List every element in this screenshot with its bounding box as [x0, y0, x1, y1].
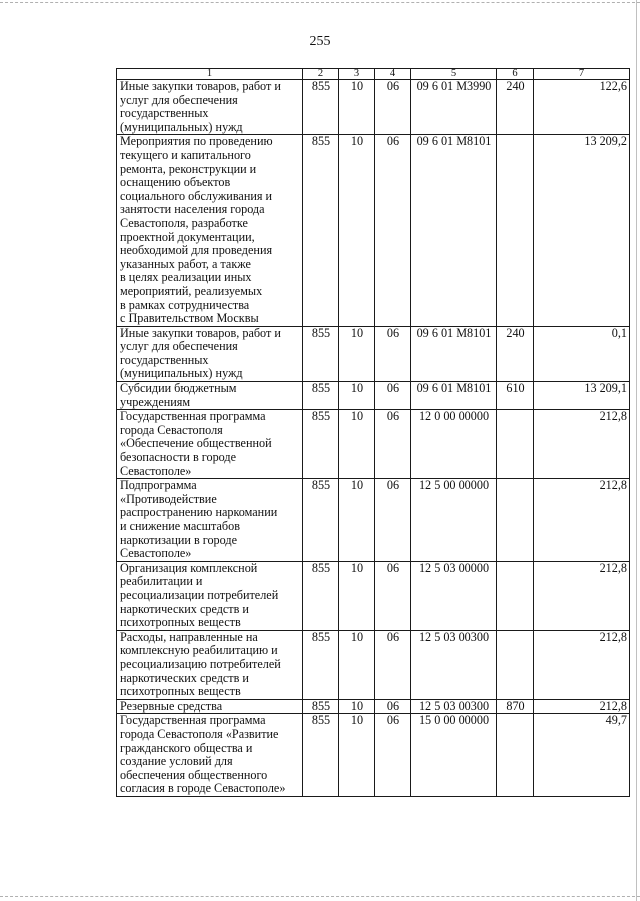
- cell-subsection: 06: [375, 561, 411, 630]
- budget-table: [116, 68, 630, 797]
- cell-section: 10: [339, 699, 375, 714]
- cell-name-text: Государственная программа города Севастополя «Обеспечение общественной безопасности в городе Севастополе»: [120, 409, 272, 478]
- cell-expense-type: [497, 714, 534, 797]
- cell-name: [117, 699, 303, 714]
- cell-expense-type: 870: [497, 699, 534, 714]
- cell-target-article: 09 6 01 М8101: [411, 326, 497, 381]
- cell-subsection: 06: [375, 699, 411, 714]
- cell-ministry-code: 855: [303, 410, 339, 479]
- column-header-5: 5: [411, 69, 497, 80]
- cell-expense-type: [497, 479, 534, 562]
- cell-ministry-code: 855: [303, 382, 339, 410]
- scan-edge-top: [0, 2, 640, 3]
- cell-ministry-code: 855: [303, 630, 339, 699]
- cell-amount: 13 209,2: [534, 135, 630, 326]
- table-row: [117, 561, 630, 630]
- cell-name: [117, 714, 303, 797]
- cell-name-text: Иные закупки товаров, работ и услуг для обеспечения государственных (муниципальных) нужд: [120, 79, 281, 134]
- cell-amount: 122,6: [534, 80, 630, 135]
- scan-edge-bottom: [0, 896, 640, 897]
- cell-ministry-code: 855: [303, 135, 339, 326]
- column-header-6: 6: [497, 69, 534, 80]
- cell-name-text: Иные закупки товаров, работ и услуг для обеспечения государственных (муниципальных) нужд: [120, 326, 281, 381]
- cell-name: [117, 410, 303, 479]
- cell-amount: 212,8: [534, 479, 630, 562]
- cell-name-text: Резервные средства: [120, 699, 223, 713]
- cell-section: 10: [339, 382, 375, 410]
- cell-expense-type: 240: [497, 326, 534, 381]
- cell-name: [117, 561, 303, 630]
- column-header-1: 1: [117, 69, 303, 80]
- cell-expense-type: 240: [497, 80, 534, 135]
- cell-expense-type: [497, 630, 534, 699]
- cell-name-text: Подпрограмма «Противодействие распространению наркомании и снижение масштабов наркотизации в городе Севастополе»: [120, 478, 278, 561]
- cell-ministry-code: 855: [303, 479, 339, 562]
- table-row: [117, 382, 630, 410]
- table-row: [117, 410, 630, 479]
- cell-target-article: 12 5 03 00000: [411, 561, 497, 630]
- cell-name-text: Субсидии бюджетным учреждениям: [120, 381, 237, 409]
- cell-section: 10: [339, 80, 375, 135]
- cell-target-article: 15 0 00 00000: [411, 714, 497, 797]
- cell-name-text: Организация комплексной реабилитации и ресоциализации потребителей наркотических средств и психотропных веществ: [120, 561, 279, 630]
- cell-amount: 212,8: [534, 410, 630, 479]
- cell-name: [117, 80, 303, 135]
- table-row: [117, 326, 630, 381]
- cell-expense-type: 610: [497, 382, 534, 410]
- scan-edge-right: [636, 0, 637, 901]
- cell-name: [117, 630, 303, 699]
- cell-ministry-code: 855: [303, 699, 339, 714]
- table-row: [117, 80, 630, 135]
- cell-section: 10: [339, 561, 375, 630]
- table-header-row: [117, 69, 630, 80]
- cell-expense-type: [497, 135, 534, 326]
- cell-amount: 212,8: [534, 630, 630, 699]
- cell-name-text: Расходы, направленные на комплексную реабилитацию и ресоциализацию потребителей наркотических средств и психотропных веществ: [120, 630, 281, 699]
- column-header-7: 7: [534, 69, 630, 80]
- cell-amount: 212,8: [534, 699, 630, 714]
- cell-subsection: 06: [375, 630, 411, 699]
- cell-name-text: Государственная программа города Севастополя «Развитие гражданского общества и создание условий для обеспечения общественного согласия в городе Севастополе»: [120, 713, 286, 796]
- cell-section: 10: [339, 410, 375, 479]
- cell-name-text: Мероприятия по проведению текущего и капитального ремонта, реконструкции и оснащению объектов социального обслуживания и занятости населения города Севастополя, разработке проектной документации, необходимой для проведения указанных работ, а также в целях реализации иных мероприятий, реализуемых в рамках сотрудничества с Правительством Москвы: [120, 134, 273, 326]
- cell-name: [117, 326, 303, 381]
- cell-target-article: 12 5 00 00000: [411, 479, 497, 562]
- cell-name: [117, 135, 303, 326]
- cell-subsection: 06: [375, 479, 411, 562]
- table-row: [117, 714, 630, 797]
- cell-amount: 212,8: [534, 561, 630, 630]
- cell-name: [117, 479, 303, 562]
- page-number: 255: [309, 34, 331, 49]
- table-row: [117, 699, 630, 714]
- cell-ministry-code: 855: [303, 714, 339, 797]
- cell-target-article: 12 5 03 00300: [411, 630, 497, 699]
- cell-target-article: 12 5 03 00300: [411, 699, 497, 714]
- column-header-3: 3: [339, 69, 375, 80]
- column-header-2: 2: [303, 69, 339, 80]
- cell-ministry-code: 855: [303, 561, 339, 630]
- cell-subsection: 06: [375, 326, 411, 381]
- cell-subsection: 06: [375, 382, 411, 410]
- cell-subsection: 06: [375, 410, 411, 479]
- column-header-4: 4: [375, 69, 411, 80]
- cell-ministry-code: 855: [303, 326, 339, 381]
- table-row: [117, 479, 630, 562]
- cell-section: 10: [339, 326, 375, 381]
- cell-section: 10: [339, 630, 375, 699]
- cell-subsection: 06: [375, 80, 411, 135]
- cell-subsection: 06: [375, 135, 411, 326]
- cell-amount: 0,1: [534, 326, 630, 381]
- cell-section: 10: [339, 714, 375, 797]
- table-row: [117, 630, 630, 699]
- cell-target-article: 09 6 01 М3990: [411, 80, 497, 135]
- table-row: [117, 135, 630, 326]
- cell-amount: 13 209,1: [534, 382, 630, 410]
- cell-amount: 49,7: [534, 714, 630, 797]
- cell-target-article: 09 6 01 М8101: [411, 135, 497, 326]
- cell-target-article: 09 6 01 М8101: [411, 382, 497, 410]
- cell-subsection: 06: [375, 714, 411, 797]
- cell-section: 10: [339, 135, 375, 326]
- cell-name: [117, 382, 303, 410]
- cell-target-article: 12 0 00 00000: [411, 410, 497, 479]
- cell-section: 10: [339, 479, 375, 562]
- cell-ministry-code: 855: [303, 80, 339, 135]
- cell-expense-type: [497, 561, 534, 630]
- cell-expense-type: [497, 410, 534, 479]
